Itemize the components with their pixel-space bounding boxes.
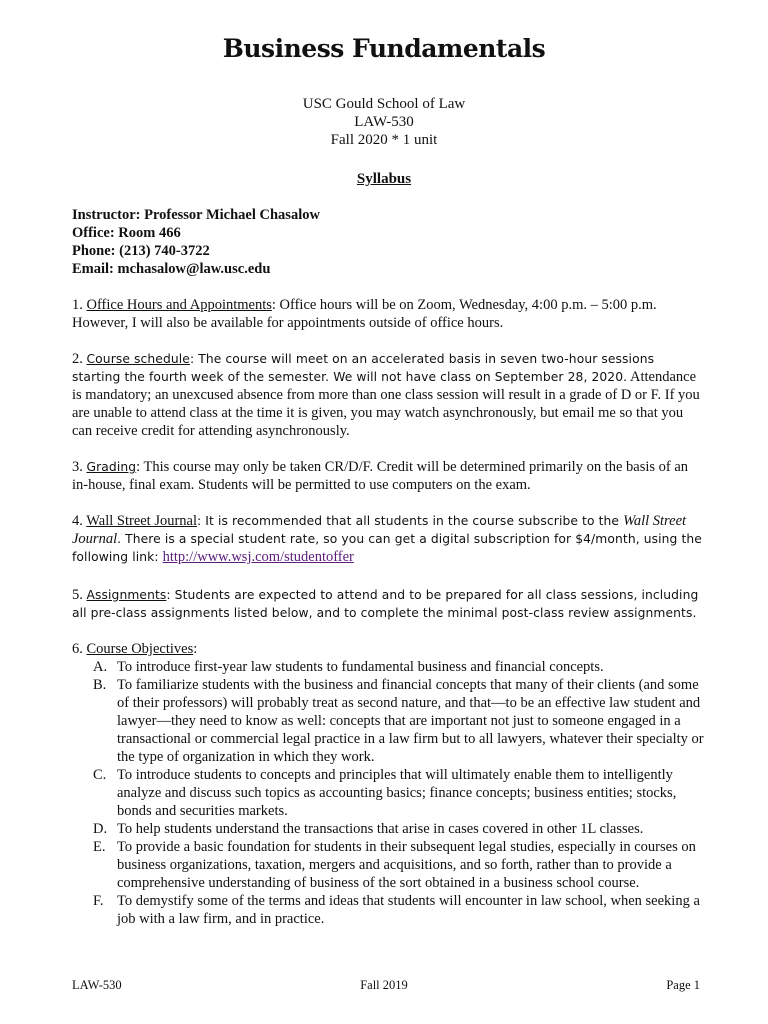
section-number: 2. [72, 351, 87, 367]
office-line: Office: Room 466 [72, 225, 181, 241]
list-text: To provide a basic foundation for students in their subsequent legal studies, especially in courses on business organizations, taxation, mergers and acquisitions, and so forth, rather than to provide a comprehensive understanding of business of the sort obtained in a business school course. [117, 839, 696, 891]
list-item [72, 892, 704, 928]
section-heading: Grading [86, 460, 137, 474]
list-item [72, 658, 704, 676]
footer-page-number: Page 1 [666, 978, 700, 992]
section-text: : Students are expected to attend and to be prepared for all class sessions, including all pre-class assignments listed below, and to complete the minimal post-class review assignments. [72, 588, 699, 620]
footer-course-code: LAW-530 [72, 978, 122, 992]
page-title: Business Fundamentals [222, 34, 546, 63]
section-heading: Office Hours and Appointments [86, 297, 272, 313]
list-item [72, 838, 704, 892]
section-number: 3. [72, 459, 87, 475]
objectives-list [72, 658, 704, 928]
list-letter: A. [93, 659, 108, 675]
section-text: : This course may only be taken CR/D/F. Credit will be determined primarily on the basis of an in-house, final exam. Students will be permitted to use computers on the exam. [72, 459, 689, 493]
section-grading [72, 458, 702, 494]
course-code: LAW-530 [354, 114, 414, 130]
phone-line: Phone: (213) 740-3722 [72, 243, 210, 259]
syllabus-heading: Syllabus [356, 171, 412, 187]
section-assignments [72, 586, 702, 622]
section-number: 4. [72, 513, 87, 529]
section-heading: Wall Street Journal [86, 513, 198, 529]
list-text: To introduce students to concepts and principles that will ultimately enable them to intelligently analyze and discuss such topics as accounting basics; finance concepts; business entities; stocks, bonds and securities markets. [117, 767, 677, 819]
list-letter: D. [93, 821, 108, 837]
section-wsj [72, 512, 702, 566]
section-number: 5. [72, 587, 87, 603]
footer-term: Fall 2019 [360, 978, 408, 992]
section-heading: Course schedule [86, 352, 190, 366]
section-heading: Assignments [86, 588, 167, 602]
email-line: Email: mchasalow@law.usc.edu [72, 261, 271, 277]
list-letter: E. [93, 839, 106, 855]
section-office-hours [72, 296, 702, 332]
section-colon: : [193, 641, 198, 657]
section-heading: Course Objectives [86, 641, 194, 657]
list-text: To introduce first-year law students to fundamental business and financial concepts. [117, 659, 604, 675]
section-course-objectives [72, 640, 702, 658]
list-item [72, 676, 704, 766]
wsj-title: Wall Street Journal [72, 513, 687, 547]
list-item [72, 820, 704, 838]
list-letter: F. [93, 893, 104, 909]
list-letter: C. [93, 767, 107, 783]
section-number: 6. [72, 641, 87, 657]
list-text: To demystify some of the terms and ideas that students will encounter in law school, when seeking a job with a law firm, and in practice. [117, 893, 700, 927]
section-course-schedule [72, 350, 702, 440]
section-text: : Office hours will be on Zoom, Wednesday, 4:00 p.m. – 5:00 p.m. However, I will also be available for appointments outside of office hours. [72, 297, 657, 331]
list-item [72, 766, 704, 820]
list-text: To help students understand the transactions that arise in cases covered in other 1L classes. [117, 821, 644, 837]
section-text-sans: : The course will meet on an accelerated basis in seven two-hour sessions starting the fourth week of the semester. We will not have class on September 28, 2020. [72, 352, 655, 384]
section-text: : It is recommended that all students in the course subscribe to the [197, 514, 624, 528]
list-text: To familiarize students with the business and financial concepts that many of their clients (and some of their professors) will probably treat as second nature, and that—to be an effective law student and lawyer—they need to know as well: concepts that are important not just to someone engaged in a transactional or commercial legal practice in a law firm but to all lawyers, whatever their specialty or the type of organization in which they work. [117, 677, 704, 765]
school-name: USC Gould School of Law [302, 96, 466, 112]
section-text: Attendance is mandatory; an unexcused absence from more than one class session will result in a grade of D or F. If you are unable to attend class at the time it is given, you may watch asynchronously, but email me so that you can receive credit for attending asynchronously. [72, 369, 700, 439]
wsj-student-offer-link[interactable]: http://www.wsj.com/studentoffer [162, 549, 354, 565]
instructor-line: Instructor: Professor Michael Chasalow [72, 207, 320, 223]
section-number: 1. [72, 297, 87, 313]
section-text-2: . There is a special student rate, so you can get a digital subscription for $4/month, using the following link: [72, 532, 702, 564]
term-units: Fall 2020 * 1 unit [330, 132, 438, 148]
list-letter: B. [93, 677, 107, 693]
